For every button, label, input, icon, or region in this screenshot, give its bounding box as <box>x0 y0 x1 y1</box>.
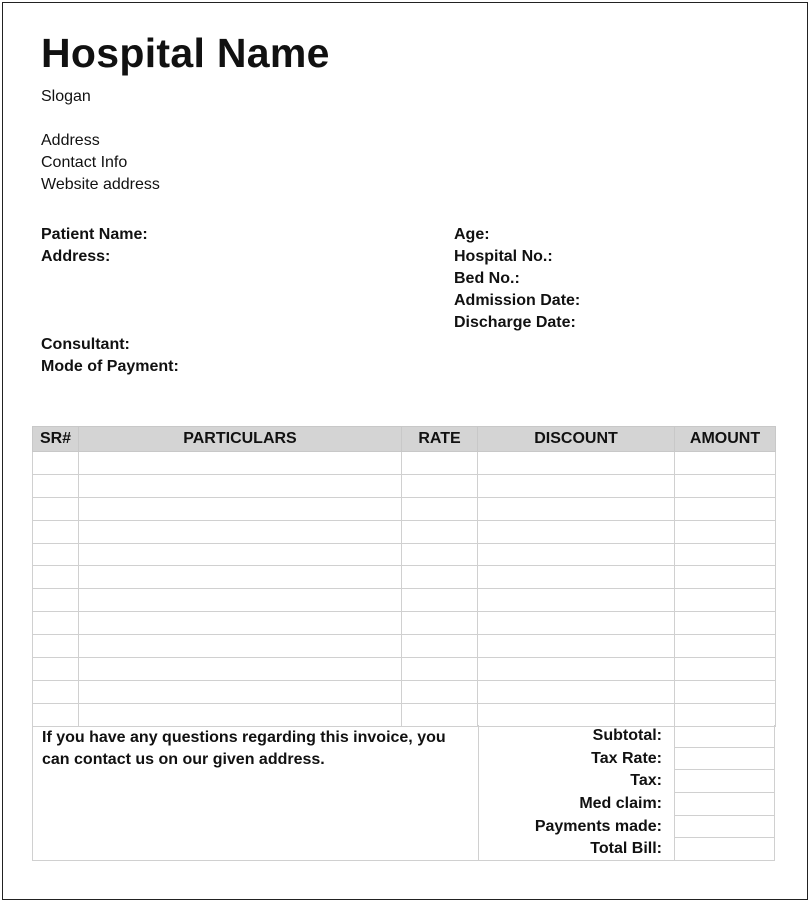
cell-particulars[interactable] <box>79 543 402 566</box>
patient-name-label: Patient Name: <box>41 226 148 243</box>
table-row <box>33 612 776 635</box>
subtotal-label: Subtotal: <box>592 727 662 744</box>
table-row <box>33 474 776 497</box>
table-row <box>33 589 776 612</box>
cell-sr[interactable] <box>33 612 79 635</box>
patient-address-label: Address: <box>41 248 111 265</box>
table-row <box>33 635 776 658</box>
cell-sr[interactable] <box>33 452 79 475</box>
cell-amount[interactable] <box>675 589 776 612</box>
column-header-sr: SR# <box>33 427 79 452</box>
cell-particulars[interactable] <box>79 497 402 520</box>
questions-note: If you have any questions regarding this invoice, you can contact us on our given address. <box>42 729 446 768</box>
age-label: Age: <box>454 226 490 243</box>
discharge-date-label: Discharge Date: <box>454 314 576 331</box>
cell-particulars[interactable] <box>79 589 402 612</box>
cell-discount[interactable] <box>478 635 675 658</box>
cell-rate[interactable] <box>402 680 478 703</box>
slogan: Slogan <box>41 88 91 105</box>
cell-amount[interactable] <box>675 497 776 520</box>
cell-sr[interactable] <box>33 658 79 681</box>
tax-value[interactable] <box>674 770 775 793</box>
cell-rate[interactable] <box>402 589 478 612</box>
cell-amount[interactable] <box>675 635 776 658</box>
cell-amount[interactable] <box>675 520 776 543</box>
admission-date-label: Admission Date: <box>454 292 581 309</box>
table-row <box>33 680 776 703</box>
cell-particulars[interactable] <box>79 703 402 726</box>
cell-discount[interactable] <box>478 703 675 726</box>
table-row <box>33 452 776 475</box>
cell-rate[interactable] <box>402 520 478 543</box>
cell-discount[interactable] <box>478 452 675 475</box>
column-header-particulars: PARTICULARS <box>79 427 402 452</box>
cell-sr[interactable] <box>33 520 79 543</box>
cell-sr[interactable] <box>33 497 79 520</box>
cell-amount[interactable] <box>675 612 776 635</box>
cell-amount[interactable] <box>675 658 776 681</box>
cell-rate[interactable] <box>402 497 478 520</box>
column-header-rate: RATE <box>402 427 478 452</box>
cell-sr[interactable] <box>33 474 79 497</box>
cell-sr[interactable] <box>33 566 79 589</box>
table-header-row <box>33 427 776 452</box>
cell-rate[interactable] <box>402 635 478 658</box>
cell-particulars[interactable] <box>79 474 402 497</box>
cell-sr[interactable] <box>33 680 79 703</box>
cell-sr[interactable] <box>33 703 79 726</box>
table-row <box>33 703 776 726</box>
payments-made-label: Payments made: <box>534 817 662 835</box>
cell-particulars[interactable] <box>79 680 402 703</box>
column-header-discount: DISCOUNT <box>478 427 675 452</box>
hospital-address: Address <box>41 132 100 149</box>
cell-rate[interactable] <box>402 452 478 475</box>
cell-discount[interactable] <box>478 566 675 589</box>
table-row <box>33 520 776 543</box>
cell-amount[interactable] <box>675 680 776 703</box>
total-bill-label: Total Bill: <box>590 840 662 858</box>
website-address: Website address <box>41 176 160 193</box>
cell-discount[interactable] <box>478 497 675 520</box>
cell-amount[interactable] <box>675 703 776 726</box>
cell-amount[interactable] <box>675 474 776 497</box>
cell-amount[interactable] <box>675 452 776 475</box>
cell-rate[interactable] <box>402 566 478 589</box>
cell-rate[interactable] <box>402 474 478 497</box>
cell-particulars[interactable] <box>79 520 402 543</box>
payments-made-value[interactable] <box>674 816 775 839</box>
cell-sr[interactable] <box>33 543 79 566</box>
cell-discount[interactable] <box>478 474 675 497</box>
tax-label: Tax: <box>630 772 662 790</box>
mode-of-payment-label: Mode of Payment: <box>41 358 179 375</box>
cell-amount[interactable] <box>675 543 776 566</box>
med-claim-value[interactable] <box>674 793 775 816</box>
table-row <box>33 543 776 566</box>
column-header-amount: AMOUNT <box>675 427 776 452</box>
cell-particulars[interactable] <box>79 566 402 589</box>
hospital-no-label: Hospital No.: <box>454 248 553 265</box>
cell-discount[interactable] <box>478 680 675 703</box>
cell-rate[interactable] <box>402 658 478 681</box>
cell-rate[interactable] <box>402 703 478 726</box>
consultant-label: Consultant: <box>41 336 130 353</box>
cell-discount[interactable] <box>478 612 675 635</box>
cell-discount[interactable] <box>478 589 675 612</box>
cell-particulars[interactable] <box>79 635 402 658</box>
cell-particulars[interactable] <box>79 658 402 681</box>
table-row <box>33 658 776 681</box>
cell-discount[interactable] <box>478 520 675 543</box>
tax-rate-value[interactable] <box>674 748 775 771</box>
contact-info: Contact Info <box>41 154 128 171</box>
cell-sr[interactable] <box>33 589 79 612</box>
cell-discount[interactable] <box>478 658 675 681</box>
hospital-name: Hospital Name <box>41 30 330 76</box>
tax-rate-label: Tax Rate: <box>591 749 662 767</box>
cell-discount[interactable] <box>478 543 675 566</box>
table-row <box>33 566 776 589</box>
cell-sr[interactable] <box>33 635 79 658</box>
med-claim-label: Med claim: <box>579 795 662 813</box>
total-bill-value[interactable] <box>674 838 775 861</box>
cell-rate[interactable] <box>402 543 478 566</box>
bed-no-label: Bed No.: <box>454 270 520 287</box>
cell-particulars[interactable] <box>79 452 402 475</box>
cell-rate[interactable] <box>402 612 478 635</box>
cell-amount[interactable] <box>675 566 776 589</box>
cell-particulars[interactable] <box>79 612 402 635</box>
subtotal-value[interactable] <box>674 725 775 748</box>
invoice-summary <box>32 725 775 861</box>
table-row <box>33 497 776 520</box>
invoice-table <box>32 426 775 727</box>
